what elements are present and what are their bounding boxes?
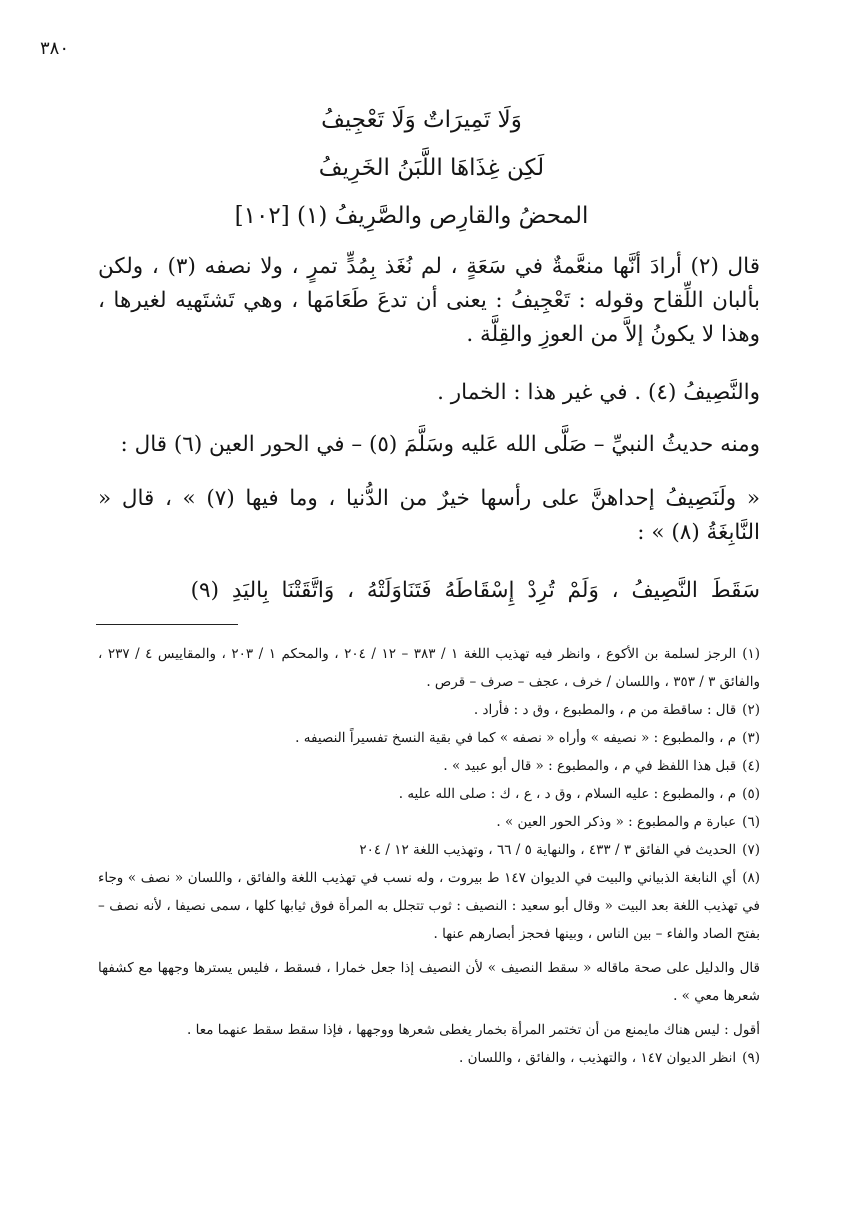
paragraph-4: « ولَنَصِيفُ إحداهنَّ على رأسها خيرٌ من الدُّنيا ، وما فيها (٧) » ، قال « النَّابِغَةُ (٨) » : <box>98 486 760 545</box>
verse-line-3: المحضُ والقارِص والصَّرِيفُ (١) [١٠٢] <box>234 203 589 229</box>
footnote-text: أقول : ليس هناك مايمنع من أن تختمر المرأة بخمار يغطى شعرها ووجهها ، فإذا سقط سقط عنهما معا . <box>187 1022 760 1038</box>
footnote-text: الرجز لسلمة بن الأكوع ، وانظر فيه تهذيب اللغة ١ / ٣٨٣ – ١٢ / ٢٠٤ ، والمحكم ١ / ٢٠٣ ، والمقاييس ٤ / ٢٣٧ ، والفائق ٣ / ٣٥٣ ، واللسان / خرف ، عجف – صرف – قرص . <box>98 646 760 690</box>
footnote-7 <box>98 836 760 864</box>
footnote-number: (١) <box>742 646 761 662</box>
poem-line: سَقَطَ النَّصِيفُ ، وَلَمْ تُرِدْ إِسْقَاطَهُ فَتَنَاوَلَتْهُ ، وَاتَّقَتْنَا بِاليَدِ (٩) <box>190 578 760 603</box>
footnote-number: (٣) <box>742 730 760 746</box>
footnote-9 <box>98 1044 760 1072</box>
page-number: ٣٨٠ <box>40 38 70 59</box>
footnote-3 <box>98 724 760 752</box>
footnote-6 <box>98 808 760 836</box>
footnotes <box>98 640 760 1072</box>
footnote-1 <box>98 640 760 696</box>
footnote-number: (٨) <box>742 870 761 886</box>
footnote-text: قال : ساقطة من م ، والمطبوع ، وق د : فأراد . <box>473 702 737 718</box>
footnote-number: (٩) <box>742 1050 760 1066</box>
footnote-number: (٢) <box>742 702 760 718</box>
footnote-2 <box>98 696 760 724</box>
paragraph-1: قال (٢) أرادَ أنَّها منعَّمةٌ في سَعَةٍ ، لم نُغَذ بِمُدٍّ تمرٍ ، ولا نصفه (٣) ، ولكن بألبان اللِّقاح وقوله : تَعْجِيفُ : يعنى أن تدعَ طَعَامَها ، وهي تَشتَهيه لغيرها ، وهذا لا يكونُ إلاَّ من العوزِ والقِلَّة . <box>98 254 760 347</box>
verse-block <box>0 96 863 240</box>
footnote-5 <box>98 780 760 808</box>
footnote-number: (٤) <box>742 758 760 774</box>
main-text <box>98 250 760 629</box>
footnote-text: قال والدليل على صحة ماقاله « سقط النصيف » لأن النصيف إذا جعل خمارا ، فسقط ، فليس يسترها وجهها مع كشفها شعرها معي » . <box>98 960 760 1004</box>
footnote-text: م ، والمطبوع : « نصيفه » وأراه « نصفه » كما في بقية النسخ تفسيراً النصيفه . <box>295 730 737 746</box>
footnote-text: م ، والمطبوع : عليه السلام ، وق د ، ع ، ك : صلى الله عليه . <box>398 786 737 802</box>
footnote-divider <box>96 624 238 625</box>
footnote-number: (٧) <box>742 842 760 858</box>
footnote-8-continued <box>98 954 760 1010</box>
footnote-text: عبارة م والمطبوع : « وذكر الحور العين » . <box>496 814 737 830</box>
footnote-8 <box>98 864 760 948</box>
footnote-4 <box>98 752 760 780</box>
footnote-text: انظر الديوان ١٤٧ ، والتهذيب ، والفائق ، واللسان . <box>458 1050 737 1066</box>
paragraph-3: ومنه حديثُ النبيِّ – صَلَّى الله عَليه وسَلَّمَ (٥) – في الحور العين (٦) قال : <box>120 432 760 457</box>
footnote-8-comment <box>98 1016 760 1044</box>
paragraph-2: والنَّصِيفُ (٤) . في غير هذا : الخمار . <box>437 380 760 405</box>
footnote-number: (٥) <box>742 786 760 802</box>
footnote-text: قبل هذا اللفظ في م ، والمطبوع : « قال أبو عبيد » . <box>443 758 737 774</box>
verse-line-2: لَكِن غِذَاهَا اللَّبَنُ الخَرِيفُ <box>318 155 545 181</box>
verse-line-1: وَلَا تَمِيرَاتٌ وَلَا تَعْجِيفُ <box>321 107 522 133</box>
footnote-text: الحديث في الفائق ٣ / ٤٣٣ ، والنهاية ٥ / ٦٦ ، وتهذيب اللغة ١٢ / ٢٠٤ <box>359 842 737 858</box>
footnote-number: (٦) <box>742 814 760 830</box>
footnote-text: أي النابغة الذبياني والبيت في الديوان ١٤٧ ط بيروت ، وله نسب في تهذيب اللغة والفائق ، واللسان « نصف » وجاء في تهذيب اللغة بعد البيت « وقال أبو سعيد : النصيف : ثوب تتجلل به المرأة فوق ثيابها كلها ، سمى نصيفا ، لأنه نصف – بفتح الصاد والفاء – بين الناس ، وبينها فحجز أبصارهم عنها . <box>98 870 760 942</box>
